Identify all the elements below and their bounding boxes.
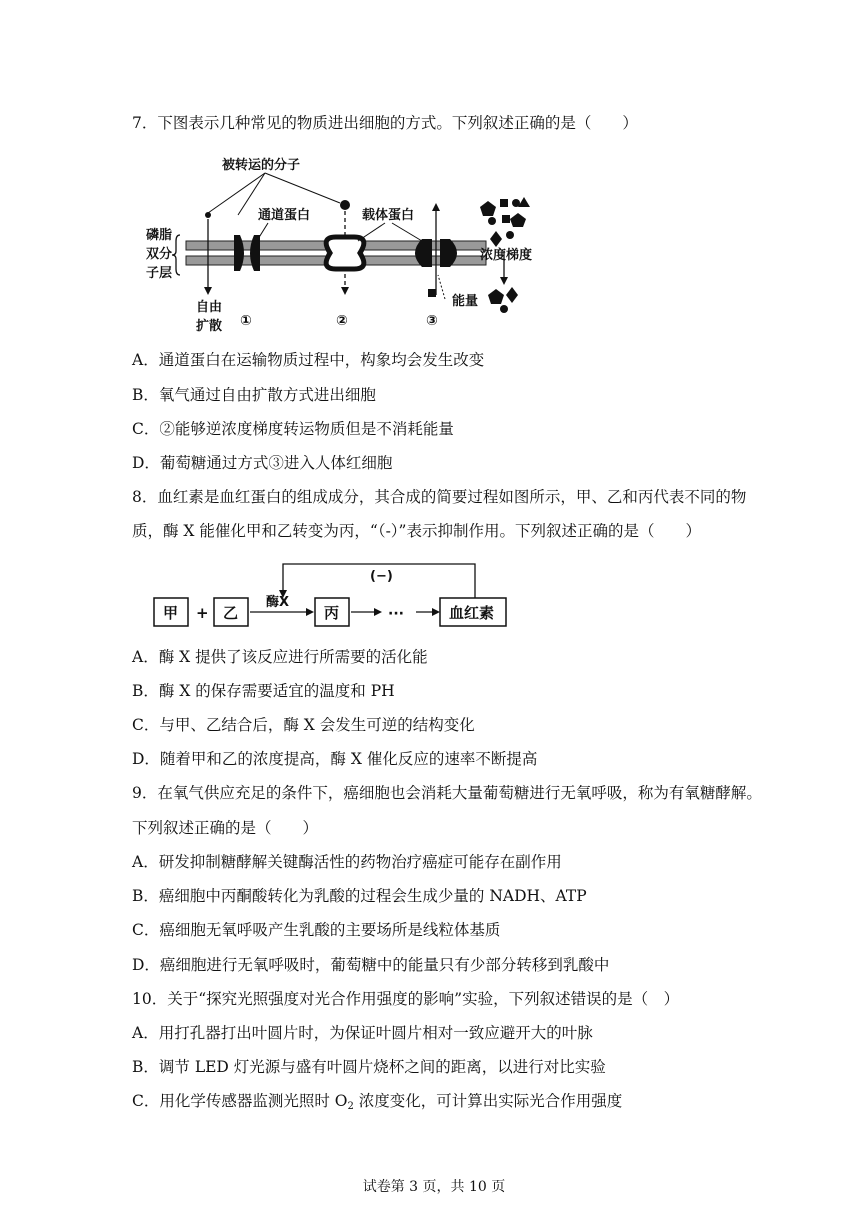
molecule-label: 被转运的分子 <box>222 158 301 173</box>
q7-option-c: C．②能够逆浓度梯度转运物质但是不消耗能量 <box>132 420 454 438</box>
q10-option-a: A．用打孔器打出叶圆片时，为保证叶圆片相对一致应避开大的叶脉 <box>132 1024 593 1042</box>
q10-option-c-post: 浓度变化，可计算出实际光合作用强度 <box>353 1092 623 1110</box>
q10-option-b: B．调节 LED 灯光源与盛有叶圆片烧杯之间的距离，以进行对比实验 <box>132 1058 606 1076</box>
q8-option-d: D．随着甲和乙的浓度提高，酶 X 催化反应的速率不断提高 <box>132 750 538 768</box>
q8-heme-synthesis-figure <box>150 556 530 636</box>
q8-option-b: B．酶 X 的保存需要适宜的温度和 PH <box>132 682 395 700</box>
enzyme-x-label: 酶X <box>266 595 290 610</box>
q8-stem-line1: 8．血红素是血红蛋白的组成成分，其合成的简要过程如图所示，甲、乙和丙代表不同的物 <box>132 488 747 506</box>
gradient-label: 浓度梯度 <box>480 248 533 263</box>
q9-option-a: A．研发抑制糖酵解关键酶活性的药物治疗癌症可能存在副作用 <box>132 853 562 871</box>
box-bing: 丙 <box>324 604 340 622</box>
channel-label: 通道蛋白 <box>258 208 311 223</box>
q8-option-a: A．酶 X 提供了该反应进行所需要的活化能 <box>132 648 428 666</box>
q8-option-c: C．与甲、乙结合后，酶 X 会发生可逆的结构变化 <box>132 716 475 734</box>
molecule-cluster-bottom <box>488 287 518 313</box>
q9-option-d: D．癌细胞进行无氧呼吸时，葡萄糖中的能量只有少部分转移到乳酸中 <box>132 956 610 974</box>
q7-stem: 7．下图表示几种常见的物质进出细胞的方式。下列叙述正确的是（ ） <box>132 114 638 132</box>
box-yi: 乙 <box>223 604 239 622</box>
q7-membrane-transport-figure <box>140 155 550 335</box>
inhibit-label: (−) <box>370 569 393 584</box>
q10-stem: 10．关于“探究光照强度对光合作用强度的影响”实验，下列叙述错误的是（ ） <box>132 990 680 1008</box>
box-jia: 甲 <box>163 604 179 622</box>
page-footer: 试卷第 3 页，共 10 页 <box>362 1179 506 1195</box>
q7-option-b: B．氧气通过自由扩散方式进出细胞 <box>132 386 376 404</box>
mark-1: ① <box>240 313 252 329</box>
q10-option-c-sub: 2 <box>347 1101 354 1112</box>
q7-option-a: A．通道蛋白在运输物质过程中，构象均会发生改变 <box>132 351 485 369</box>
q10-option-c-pre: C．用化学传感器监测光照时 O <box>132 1092 348 1110</box>
energy-label: 能量 <box>452 294 479 309</box>
q9-stem-line1: 9．在氧气供应充足的条件下，癌细胞也会消耗大量葡萄糖进行无氧呼吸，称为有氧糖酵解。 <box>132 784 762 802</box>
ellipsis: ··· <box>388 606 404 622</box>
q9-option-c: C．癌细胞无氧呼吸产生乳酸的主要场所是线粒体基质 <box>132 921 501 939</box>
plus-sign: + <box>196 604 209 622</box>
mark-3: ③ <box>426 313 438 329</box>
bilayer-label-2: 双分 <box>146 247 173 262</box>
carrier-label: 载体蛋白 <box>362 208 415 223</box>
q7-option-d: D．葡萄糖通过方式③进入人体红细胞 <box>132 454 393 472</box>
mark-2: ② <box>336 313 348 329</box>
box-heme: 血红素 <box>449 604 495 622</box>
q9-stem-line2: 下列叙述正确的是（ ） <box>132 819 319 837</box>
bilayer-label-1: 磷脂 <box>146 228 173 243</box>
q10-option-c <box>132 1091 622 1117</box>
free-diffusion-label-1: 自由 <box>196 300 223 315</box>
q9-option-b: B．癌细胞中丙酮酸转化为乳酸的过程会生成少量的 NADH、ATP <box>132 887 587 905</box>
bilayer-label-3: 子层 <box>146 266 173 281</box>
q8-stem-line2: 质，酶 X 能催化甲和乙转变为丙，“（-）”表示抑制作用。下列叙述正确的是（ ） <box>132 522 701 540</box>
free-diffusion-label-2: 扩散 <box>196 319 223 334</box>
molecule-cluster-top <box>480 197 530 247</box>
